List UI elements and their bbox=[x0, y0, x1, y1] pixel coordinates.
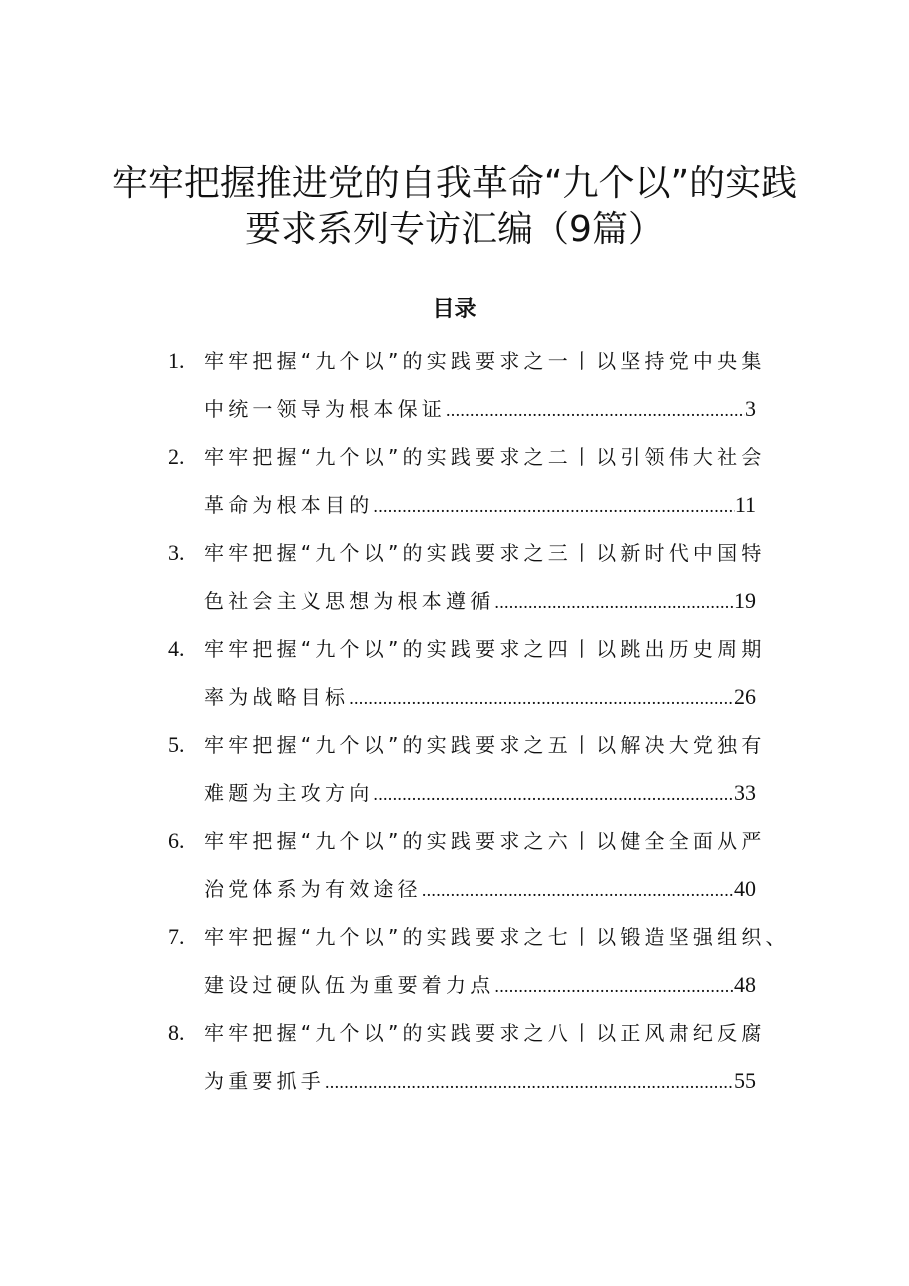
document-title-line-2: 要求系列专访汇编（9篇） bbox=[245, 209, 664, 250]
toc-entry-title-continuation: 率为战略目标 bbox=[204, 685, 350, 709]
toc-entry-page-number: 26 bbox=[734, 684, 756, 709]
toc-entry[interactable] bbox=[168, 917, 808, 1013]
toc-entry-title-line-2 bbox=[204, 677, 756, 717]
dot-leader bbox=[325, 1062, 734, 1102]
dot-leader bbox=[494, 582, 734, 622]
toc-entry-title-line-1: 牢牢把握“九个以”的实践要求之一丨以坚持党中央集 bbox=[204, 349, 766, 373]
toc-entry-title-line-1: 牢牢把握“九个以”的实践要求之二丨以引领伟大社会 bbox=[204, 445, 766, 469]
toc-entry-title-continuation: 难题为主攻方向 bbox=[204, 781, 374, 805]
dot-leader bbox=[349, 678, 734, 718]
toc-entry-page-number: 40 bbox=[734, 876, 756, 901]
toc-entry-title-continuation: 中统一领导为根本保证 bbox=[204, 397, 446, 421]
toc-entry-title-line-1: 牢牢把握“九个以”的实践要求之六丨以健全全面从严 bbox=[204, 829, 766, 853]
dot-leader bbox=[373, 486, 734, 526]
toc-entry-title-line-2 bbox=[204, 581, 756, 621]
toc-entry-number: 3. bbox=[168, 540, 185, 565]
dot-leader bbox=[446, 390, 745, 430]
toc-entry[interactable] bbox=[168, 725, 808, 821]
toc-entry[interactable] bbox=[168, 821, 808, 917]
toc-heading: 目录 bbox=[432, 296, 477, 322]
toc-entry-title-line-2 bbox=[204, 1061, 756, 1101]
toc-entry-title-line-2 bbox=[204, 869, 756, 909]
toc-entry-number: 5. bbox=[168, 732, 185, 757]
toc-entry-title-continuation: 革命为根本目的 bbox=[204, 493, 374, 517]
toc-entry-title-line-2 bbox=[204, 485, 756, 525]
toc-entry-title-line-1: 牢牢把握“九个以”的实践要求之四丨以跳出历史周期 bbox=[204, 637, 766, 661]
toc-entry-title-line-1: 牢牢把握“九个以”的实践要求之八丨以正风肃纪反腐 bbox=[204, 1021, 766, 1045]
dot-leader bbox=[494, 966, 734, 1006]
toc-entry-page-number: 48 bbox=[734, 972, 756, 997]
toc-entry[interactable] bbox=[168, 341, 808, 437]
toc-entry-page-number: 19 bbox=[734, 588, 756, 613]
toc-entry-number: 6. bbox=[168, 828, 185, 853]
toc-entry-page-number: 11 bbox=[734, 492, 756, 517]
document-title-line-1: 牢牢把握推进党的自我革命“九个以”的实践 bbox=[111, 163, 798, 204]
toc-entry-page-number: 55 bbox=[734, 1068, 756, 1093]
toc-entry-title-continuation: 治党体系为有效途径 bbox=[204, 877, 422, 901]
toc-entry-title-line-2 bbox=[204, 965, 756, 1005]
toc-entry-title-line-1: 牢牢把握“九个以”的实践要求之三丨以新时代中国特 bbox=[204, 541, 766, 565]
toc-entry-number: 1. bbox=[168, 348, 185, 373]
table-of-contents bbox=[168, 341, 808, 1109]
toc-entry-title-line-1: 牢牢把握“九个以”的实践要求之七丨以锻造坚强组织、 bbox=[204, 925, 790, 949]
toc-entry-title-line-1: 牢牢把握“九个以”的实践要求之五丨以解决大党独有 bbox=[204, 733, 766, 757]
toc-entry-number: 8. bbox=[168, 1020, 185, 1045]
toc-entry[interactable] bbox=[168, 533, 808, 629]
toc-entry-title-continuation: 为重要抓手 bbox=[204, 1069, 325, 1093]
dot-leader bbox=[422, 870, 734, 910]
toc-entry-number: 4. bbox=[168, 636, 185, 661]
toc-entry-number: 7. bbox=[168, 924, 185, 949]
toc-entry-title-continuation: 建设过硬队伍为重要着力点 bbox=[204, 973, 495, 997]
toc-entry-title-line-2 bbox=[204, 773, 756, 813]
toc-entry-page-number: 33 bbox=[734, 780, 756, 805]
toc-entry-title-line-2 bbox=[204, 389, 756, 429]
toc-entry[interactable] bbox=[168, 1013, 808, 1109]
toc-entry-number: 2. bbox=[168, 444, 185, 469]
toc-entry[interactable] bbox=[168, 629, 808, 725]
dot-leader bbox=[373, 774, 734, 814]
toc-entry-page-number: 3 bbox=[745, 396, 756, 421]
toc-entry-title-continuation: 色社会主义思想为根本遵循 bbox=[204, 589, 495, 613]
toc-entry[interactable] bbox=[168, 437, 808, 533]
